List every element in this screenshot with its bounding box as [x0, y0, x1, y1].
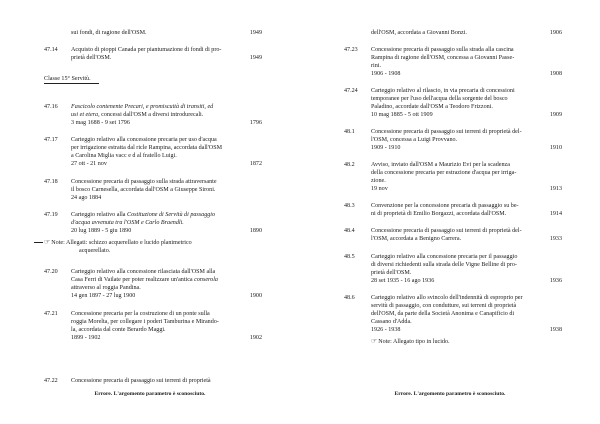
entry-dates: 28 set 1935 - 16 ago 1936: [371, 278, 435, 284]
entry-year: 1933: [549, 236, 562, 242]
entry-number: 47.21: [44, 311, 58, 317]
entry-year: 1908: [549, 71, 562, 77]
entry-description: Concessione precaria di passaggio sulla strada attraversante il bosco Carnesella, accordata dall'OSM a Giuseppe Sironi. 24 ago 1884: [71, 179, 217, 201]
entry-number: 48.5: [344, 254, 355, 260]
entry-description: Concessione precaria di passaggio sulla strada alla cascina Rampina di ragione dell'OSM, concessa a Giovanni Passe- rini. 1906 - 1908: [371, 47, 515, 77]
entry-dates: 1906 - 1908: [371, 71, 401, 77]
entry-number: 48.6: [344, 295, 355, 301]
entry-number: 47.22: [44, 378, 58, 384]
entry-number: 47.16: [44, 104, 58, 110]
entry-description: Concessione precaria di passaggio sui terreni di proprietà: [71, 378, 211, 384]
entry-number: 47.14: [44, 47, 58, 53]
entry-year: 1796: [249, 120, 262, 126]
entry-number: 48.2: [344, 162, 355, 168]
entry-description: Carteggio relativo alla concessione precaria per uso d'acqua per irrigazione estratta dal ricle Rampina, accordata dall'OSM a Carolina Miglia vacc e d al fratello Luigi. 27 ott - 21 nov: [71, 137, 223, 167]
entry-year: 1872: [249, 161, 262, 167]
entry-description: Fascicolo contenente Precari, e promiscuità di transiti, ed usi et etera, concessi dall'OSM a diversi introdurecali. 3 mag 1688 - 9 set 1796: [71, 104, 214, 126]
pointing-hand-icon: ☞: [371, 337, 378, 345]
entry-number: 47.19: [44, 212, 58, 218]
entry-dates: 19 nov: [371, 186, 388, 192]
entry-continuation: dell'OSM, accordata a Giovanni Bonzi.: [371, 30, 467, 36]
page-footer: Errore. L'argomento parametro è sconosciuto.: [394, 391, 506, 397]
entry-year: 1949: [249, 55, 262, 61]
entry-year: 1902: [249, 335, 262, 341]
entry-description: Carteggio relativo allo svincolo dell'indennità di esproprio per servitù di passaggio, con condutture, sui terreni di proprietà dell'OSM, da parte della Società Anonima e Canapificio di Cassano d'Adda. 1926 - 1938: [371, 295, 523, 333]
entry-dates: 3 mag 1688 - 9 set 1796: [71, 120, 130, 126]
entry-year: 1914: [549, 211, 562, 217]
entry-year: 1890: [249, 228, 262, 234]
entry-year: 1949: [249, 30, 262, 36]
right-page: [300, 0, 600, 424]
entry-dates: 20 lug 1889 - 5 giu 1890: [71, 228, 132, 234]
entry-number: 48.4: [344, 228, 355, 234]
entry-year: 1936: [549, 278, 562, 284]
page-footer: Errore. L'argomento parametro è sconosciuto.: [94, 391, 206, 397]
entry-year: 1900: [249, 293, 262, 299]
entry-year: 1906: [549, 30, 562, 36]
entry-dates: 1926 - 1938: [371, 327, 401, 333]
entry-year: 1938: [549, 327, 562, 333]
entry-dates: 14 gen 1897 - 27 lug 1900: [71, 293, 136, 299]
entry-description: Avviso, inviato dall'OSM a Maurizio Evi per la scadenza della concessione precaria per estrazione d'acqua per irriga- zione. 19 nov: [371, 162, 517, 192]
entry-dates: 27 ott - 21 nov: [71, 161, 107, 167]
entry-year: 1910: [549, 145, 562, 151]
entry-description: Acquisto di pioppi Canada per piantumazione di fondi di pro- prietà dell'OSM.: [71, 47, 222, 61]
entry-description: Convenzione per la concessione precaria di passaggio su be- ni di proprietà di Emilio Borgazzi, accordata dall'OSM.: [371, 203, 519, 217]
entry-number: 47.18: [44, 179, 58, 185]
pointing-hand-icon: ☞: [44, 238, 51, 246]
entry-number: 48.1: [344, 129, 355, 135]
entry-description: Carteggio relativo alla Costituzione di Servitù di passaggio d'acqua avvenuta tra l'OSM e Carlo Braendli. 20 lug 1889 - 5 giu 1890: [71, 212, 216, 234]
entry-dates: 1909 - 1910: [371, 145, 401, 151]
entry-number: 47.24: [344, 88, 358, 94]
entry-number: 48.3: [344, 203, 355, 209]
entry-number: 47.17: [44, 137, 58, 143]
entry-number: 47.23: [344, 47, 358, 53]
entry-number: 47.20: [44, 269, 58, 275]
entry-dates: 1899 - 1902: [71, 335, 101, 341]
entry-description: Concessione precaria di passaggio sui terreni di proprietà del- l'OSM, concessa a Luigi Provvano. 1909 - 1910: [371, 129, 522, 151]
class-heading: Classe 15° Servitù.: [44, 76, 91, 82]
entry-year: 1913: [549, 186, 562, 192]
entry-dates: 10 mag 1885 - 5 ott 1909: [371, 112, 433, 118]
entry-note: ☞Note: Allegato tipo in lucido.: [371, 337, 450, 345]
entry-description: Carteggio relativo alla concessione precaria per il passaggio di diversi richiedenti sulla strada delle Vigne Belline di pro- prietà dell'OSM. 28 set 1935 - 16 ago 1936: [371, 254, 518, 284]
entry-description: Concessione precaria di passaggio sui terreni di proprietà del- l'OSM, accordata a Benigno Carrera.: [371, 228, 522, 242]
entry-note: ☞Note: Allegati: schizzo acquerellato e lucido planimetrico: [34, 238, 192, 247]
entry-description: Carteggio relativo al rilascio, in via precaria di concessioni temporanee per l'uso dell'acqua della sorgente del bosco Paladino, accordate dall'OSM a Teodoro Frizzoni. 10 mag 1885 - 5 ott 1909: [371, 88, 515, 118]
entry-description: Carteggio relativo alla concessione rilasciata dall'OSM alla Casa Ferri di Vailate per poter realizzare un'antica conserola attraverso al roggia Pandina. 14 gen 1897 - 27 lug 1900: [71, 269, 218, 299]
left-page: sui fondi, di ragione dell'OSM. 1949 47.14 Acquisto di pioppi Canada per piantumazione di fondi di pro- prietà dell'OSM. 1949 Classe 15° Servitù. 47.16 Fascicolo contenente Precari, e promiscuità di transiti, ed usi et etera, concessi dall'OSM a diversi introdurecali. 3 mag 1688 - 9 set 1796 1796 47.17 Carteggio relativo alla concessione precaria per uso d'acqua per irrigazione estratta dal ricle Rampina, accordata dall'OSM a Carolina Miglia vacc e d al fratello Luigi. 27 ott - 21 nov 1872 47.18 Concessione precaria di passaggio sulla strada attraversante il bosco Carnesella, accordata dall'OSM a Giuseppe Sironi. 24 ago 1884 47.19 Carteggio relativo alla Costituzione di Servitù di passaggio d'acqua avvenuta tra l'OSM e Carlo Braendli. 20 lug 1889 - 5 giu 1890 1890 ☞Note: Allegati: schizzo acquerellato e lucido planimetrico acquerellato. 47.20 Carteggio relativo alla concessione rilasciata dall'OSM alla Casa Ferri di Vailate per poter realizzare un'antica conserola attraverso al roggia Pandina. 14 gen 1897 - 27 lug 1900 1900 47.21 Concessione precaria per la costruzione di un ponte sulla roggia Morelta, per collegare i poderi Tamburina e Mirando- la, accordata dal conte Berardo Maggi. 1899 - 1902 1902 47.22 Concessione precaria di passaggio sui terreni di proprietà Errore. L'argomento parametro è sconosciuto.: [0, 0, 300, 424]
entry-description: Concessione precaria per la costruzione di un ponte sulla roggia Morelta, per collegare i poderi Tamburina e Mirando- la, accordata dal conte Berardo Maggi. 1899 - 1902: [71, 311, 219, 341]
entry-continuation: sui fondi, di ragione dell'OSM.: [71, 30, 147, 36]
entry-year: 1909: [549, 112, 562, 118]
entry-dates: 24 ago 1884: [71, 195, 102, 201]
